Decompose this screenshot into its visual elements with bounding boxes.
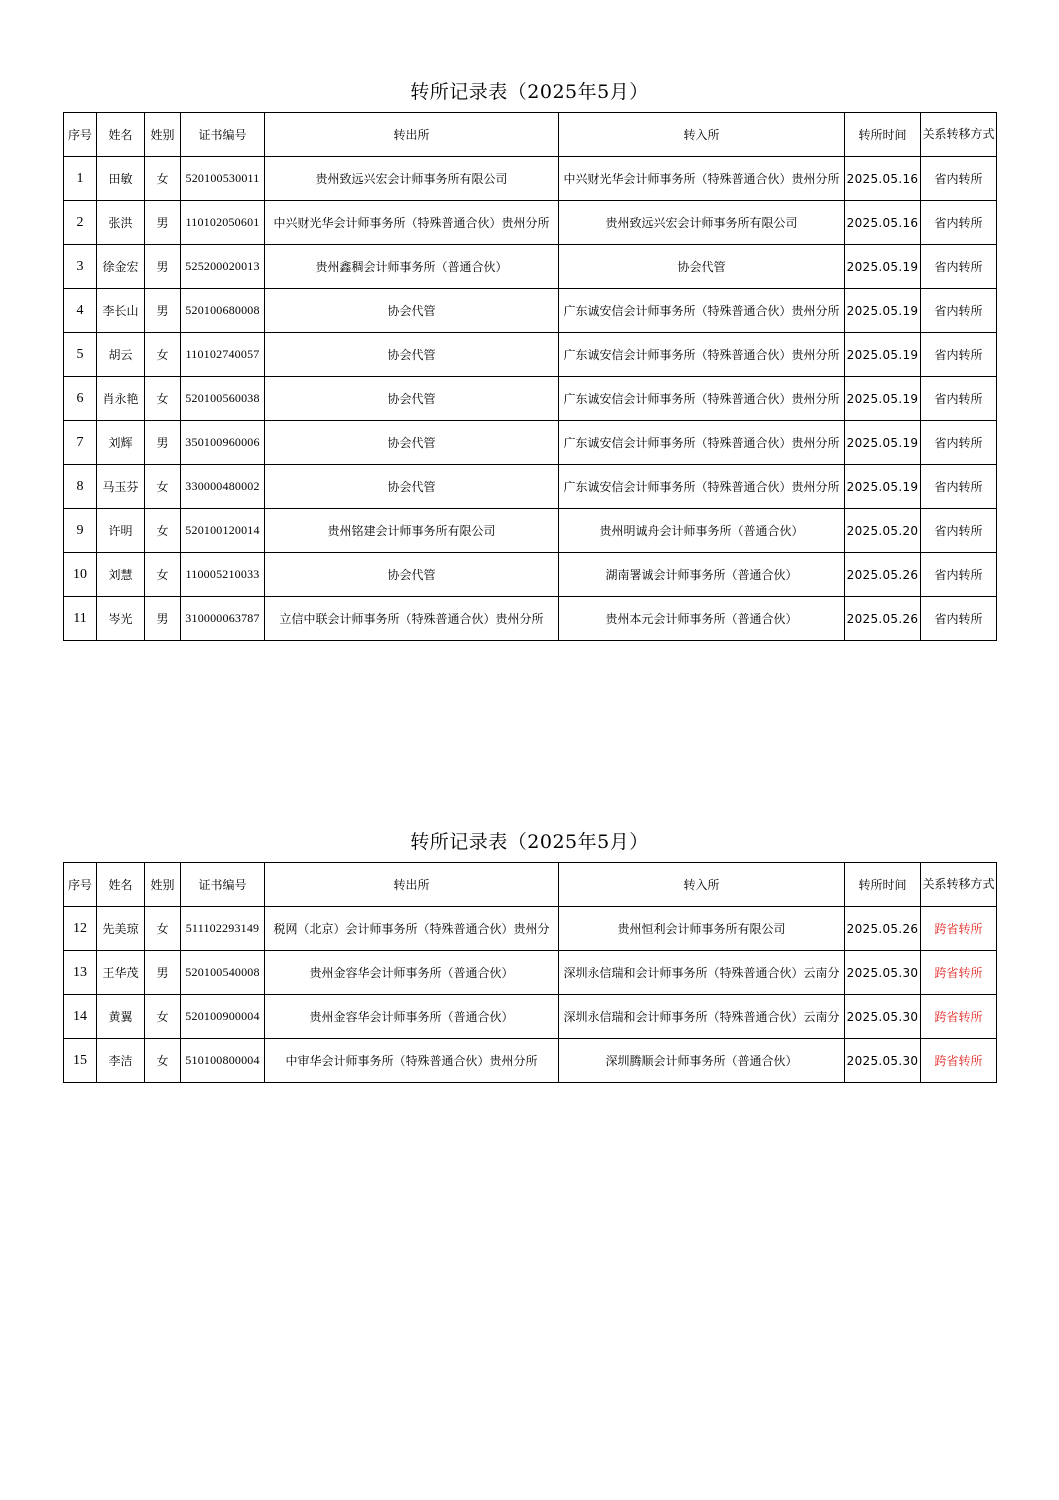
cell-cert: 525200020013 [181, 245, 265, 289]
cell-to-firm: 深圳腾顺会计师事务所（普通合伙） [559, 1039, 845, 1083]
cell-from-firm: 税网（北京）会计师事务所（特殊普通合伙）贵州分 [265, 907, 559, 951]
cell-seq: 2 [64, 201, 97, 245]
cell-transfer-mode: 省内转所 [921, 421, 997, 465]
cell-name: 张洪 [97, 201, 145, 245]
cell-gender: 男 [145, 951, 181, 995]
col-header-gender: 姓别 [145, 863, 181, 907]
cell-to-firm: 贵州本元会计师事务所（普通合伙） [559, 597, 845, 641]
cell-seq: 14 [64, 995, 97, 1039]
col-header-date: 转所时间 [845, 113, 921, 157]
cell-transfer-mode: 跨省转所 [921, 951, 997, 995]
table-row [64, 157, 997, 201]
cell-name: 刘慧 [97, 553, 145, 597]
cell-name: 李洁 [97, 1039, 145, 1083]
table-row [64, 951, 997, 995]
table-row [64, 995, 997, 1039]
cell-cert: 110102740057 [181, 333, 265, 377]
cell-cert: 310000063787 [181, 597, 265, 641]
cell-date: 2025.05.30 [845, 995, 921, 1039]
table-row [64, 201, 997, 245]
table-row [64, 907, 997, 951]
records-table [63, 112, 997, 641]
cell-seq: 5 [64, 333, 97, 377]
cell-to-firm: 贵州明诚舟会计师事务所（普通合伙） [559, 509, 845, 553]
cell-seq: 3 [64, 245, 97, 289]
cell-from-firm: 贵州金容华会计师事务所（普通合伙） [265, 951, 559, 995]
cell-name: 刘辉 [97, 421, 145, 465]
cell-cert: 350100960006 [181, 421, 265, 465]
cell-from-firm: 协会代管 [265, 553, 559, 597]
cell-seq: 1 [64, 157, 97, 201]
cell-from-firm: 协会代管 [265, 465, 559, 509]
cell-transfer-mode: 省内转所 [921, 245, 997, 289]
cell-cert: 520100540008 [181, 951, 265, 995]
cell-cert: 330000480002 [181, 465, 265, 509]
cell-transfer-mode: 省内转所 [921, 377, 997, 421]
cell-gender: 女 [145, 1039, 181, 1083]
cell-cert: 520100900004 [181, 995, 265, 1039]
cell-date: 2025.05.26 [845, 597, 921, 641]
cell-name: 马玉芬 [97, 465, 145, 509]
cell-from-firm: 贵州金容华会计师事务所（普通合伙） [265, 995, 559, 1039]
cell-transfer-mode: 省内转所 [921, 465, 997, 509]
col-header-from: 转出所 [265, 863, 559, 907]
cell-seq: 9 [64, 509, 97, 553]
cell-date: 2025.05.26 [845, 907, 921, 951]
cell-transfer-mode: 省内转所 [921, 509, 997, 553]
col-header-name: 姓名 [97, 113, 145, 157]
cell-date: 2025.05.16 [845, 201, 921, 245]
cell-name: 先美琼 [97, 907, 145, 951]
cell-to-firm: 广东诚安信会计师事务所（特殊普通合伙）贵州分所 [559, 465, 845, 509]
cell-seq: 15 [64, 1039, 97, 1083]
cell-transfer-mode: 跨省转所 [921, 907, 997, 951]
cell-transfer-mode: 省内转所 [921, 597, 997, 641]
cell-date: 2025.05.19 [845, 465, 921, 509]
cell-gender: 女 [145, 907, 181, 951]
col-header-from: 转出所 [265, 113, 559, 157]
cell-to-firm: 湖南署诚会计师事务所（普通合伙） [559, 553, 845, 597]
cell-transfer-mode: 跨省转所 [921, 1039, 997, 1083]
col-header-mode: 关系转移方式 [921, 113, 997, 157]
cell-name: 肖永艳 [97, 377, 145, 421]
cell-cert: 110102050601 [181, 201, 265, 245]
cell-to-firm: 广东诚安信会计师事务所（特殊普通合伙）贵州分所 [559, 289, 845, 333]
cell-date: 2025.05.19 [845, 289, 921, 333]
cell-to-firm: 广东诚安信会计师事务所（特殊普通合伙）贵州分所 [559, 421, 845, 465]
cell-seq: 12 [64, 907, 97, 951]
cell-from-firm: 贵州鑫稠会计师事务所（普通合伙） [265, 245, 559, 289]
cell-seq: 7 [64, 421, 97, 465]
cell-gender: 男 [145, 201, 181, 245]
cell-name: 徐金宏 [97, 245, 145, 289]
cell-transfer-mode: 省内转所 [921, 201, 997, 245]
col-header-seq: 序号 [64, 113, 97, 157]
cell-seq: 13 [64, 951, 97, 995]
cell-from-firm: 协会代管 [265, 377, 559, 421]
cell-date: 2025.05.19 [845, 377, 921, 421]
cell-name: 岑光 [97, 597, 145, 641]
cell-from-firm: 协会代管 [265, 289, 559, 333]
cell-transfer-mode: 省内转所 [921, 157, 997, 201]
cell-date: 2025.05.19 [845, 421, 921, 465]
cell-gender: 女 [145, 995, 181, 1039]
cell-to-firm: 协会代管 [559, 245, 845, 289]
cell-gender: 女 [145, 509, 181, 553]
cell-date: 2025.05.20 [845, 509, 921, 553]
col-header-name: 姓名 [97, 863, 145, 907]
cell-name: 李长山 [97, 289, 145, 333]
table-body [64, 907, 997, 1083]
cell-gender: 男 [145, 421, 181, 465]
col-header-date: 转所时间 [845, 863, 921, 907]
cell-date: 2025.05.19 [845, 333, 921, 377]
table-row [64, 597, 997, 641]
cell-date: 2025.05.30 [845, 951, 921, 995]
header-row [64, 113, 997, 157]
cell-name: 田敏 [97, 157, 145, 201]
cell-from-firm: 贵州铭建会计师事务所有限公司 [265, 509, 559, 553]
cell-from-firm: 协会代管 [265, 333, 559, 377]
cell-transfer-mode: 跨省转所 [921, 995, 997, 1039]
cell-gender: 女 [145, 465, 181, 509]
cell-seq: 6 [64, 377, 97, 421]
cell-transfer-mode: 省内转所 [921, 289, 997, 333]
table-row [64, 509, 997, 553]
cell-seq: 10 [64, 553, 97, 597]
cell-cert: 510100800004 [181, 1039, 265, 1083]
table-row [64, 465, 997, 509]
col-header-gender: 姓别 [145, 113, 181, 157]
table-row [64, 553, 997, 597]
cell-cert: 520100680008 [181, 289, 265, 333]
cell-to-firm: 中兴财光华会计师事务所（特殊普通合伙）贵州分所 [559, 157, 845, 201]
cell-gender: 男 [145, 289, 181, 333]
col-header-cert: 证书编号 [181, 863, 265, 907]
cell-cert: 520100120014 [181, 509, 265, 553]
cell-date: 2025.05.26 [845, 553, 921, 597]
cell-from-firm: 协会代管 [265, 421, 559, 465]
col-header-cert: 证书编号 [181, 113, 265, 157]
table-row [64, 421, 997, 465]
table-row [64, 377, 997, 421]
cell-date: 2025.05.19 [845, 245, 921, 289]
table-row [64, 1039, 997, 1083]
cell-to-firm: 广东诚安信会计师事务所（特殊普通合伙）贵州分所 [559, 333, 845, 377]
table-row [64, 245, 997, 289]
cell-seq: 11 [64, 597, 97, 641]
cell-transfer-mode: 省内转所 [921, 553, 997, 597]
table-row [64, 333, 997, 377]
cell-from-firm: 中兴财光华会计师事务所（特殊普通合伙）贵州分所 [265, 201, 559, 245]
cell-gender: 女 [145, 157, 181, 201]
table-title: 转所记录表（2025年5月） [410, 81, 649, 103]
cell-from-firm: 立信中联会计师事务所（特殊普通合伙）贵州分所 [265, 597, 559, 641]
cell-seq: 8 [64, 465, 97, 509]
cell-to-firm: 贵州恒利会计师事务所有限公司 [559, 907, 845, 951]
cell-date: 2025.05.30 [845, 1039, 921, 1083]
cell-gender: 女 [145, 333, 181, 377]
table-row [64, 289, 997, 333]
col-header-seq: 序号 [64, 863, 97, 907]
cell-name: 许明 [97, 509, 145, 553]
cell-cert: 520100560038 [181, 377, 265, 421]
cell-name: 黄翼 [97, 995, 145, 1039]
table-body [64, 157, 997, 641]
cell-seq: 4 [64, 289, 97, 333]
cell-cert: 520100530011 [181, 157, 265, 201]
col-header-to: 转入所 [559, 113, 845, 157]
cell-gender: 女 [145, 553, 181, 597]
cell-to-firm: 贵州致远兴宏会计师事务所有限公司 [559, 201, 845, 245]
cell-name: 胡云 [97, 333, 145, 377]
transfer-table-1 [63, 78, 996, 641]
col-header-to: 转入所 [559, 863, 845, 907]
header-row [64, 863, 997, 907]
cell-transfer-mode: 省内转所 [921, 333, 997, 377]
cell-from-firm: 中审华会计师事务所（特殊普通合伙）贵州分所 [265, 1039, 559, 1083]
cell-date: 2025.05.16 [845, 157, 921, 201]
records-table [63, 862, 997, 1083]
cell-to-firm: 深圳永信瑞和会计师事务所（特殊普通合伙）云南分 [559, 995, 845, 1039]
transfer-table-2 [63, 828, 996, 1083]
col-header-mode: 关系转移方式 [921, 863, 997, 907]
cell-to-firm: 广东诚安信会计师事务所（特殊普通合伙）贵州分所 [559, 377, 845, 421]
cell-from-firm: 贵州致远兴宏会计师事务所有限公司 [265, 157, 559, 201]
cell-gender: 男 [145, 597, 181, 641]
cell-to-firm: 深圳永信瑞和会计师事务所（特殊普通合伙）云南分 [559, 951, 845, 995]
table-title: 转所记录表（2025年5月） [410, 831, 649, 853]
cell-gender: 女 [145, 377, 181, 421]
cell-cert: 511102293149 [181, 907, 265, 951]
cell-cert: 110005210033 [181, 553, 265, 597]
cell-gender: 男 [145, 245, 181, 289]
cell-name: 王华茂 [97, 951, 145, 995]
